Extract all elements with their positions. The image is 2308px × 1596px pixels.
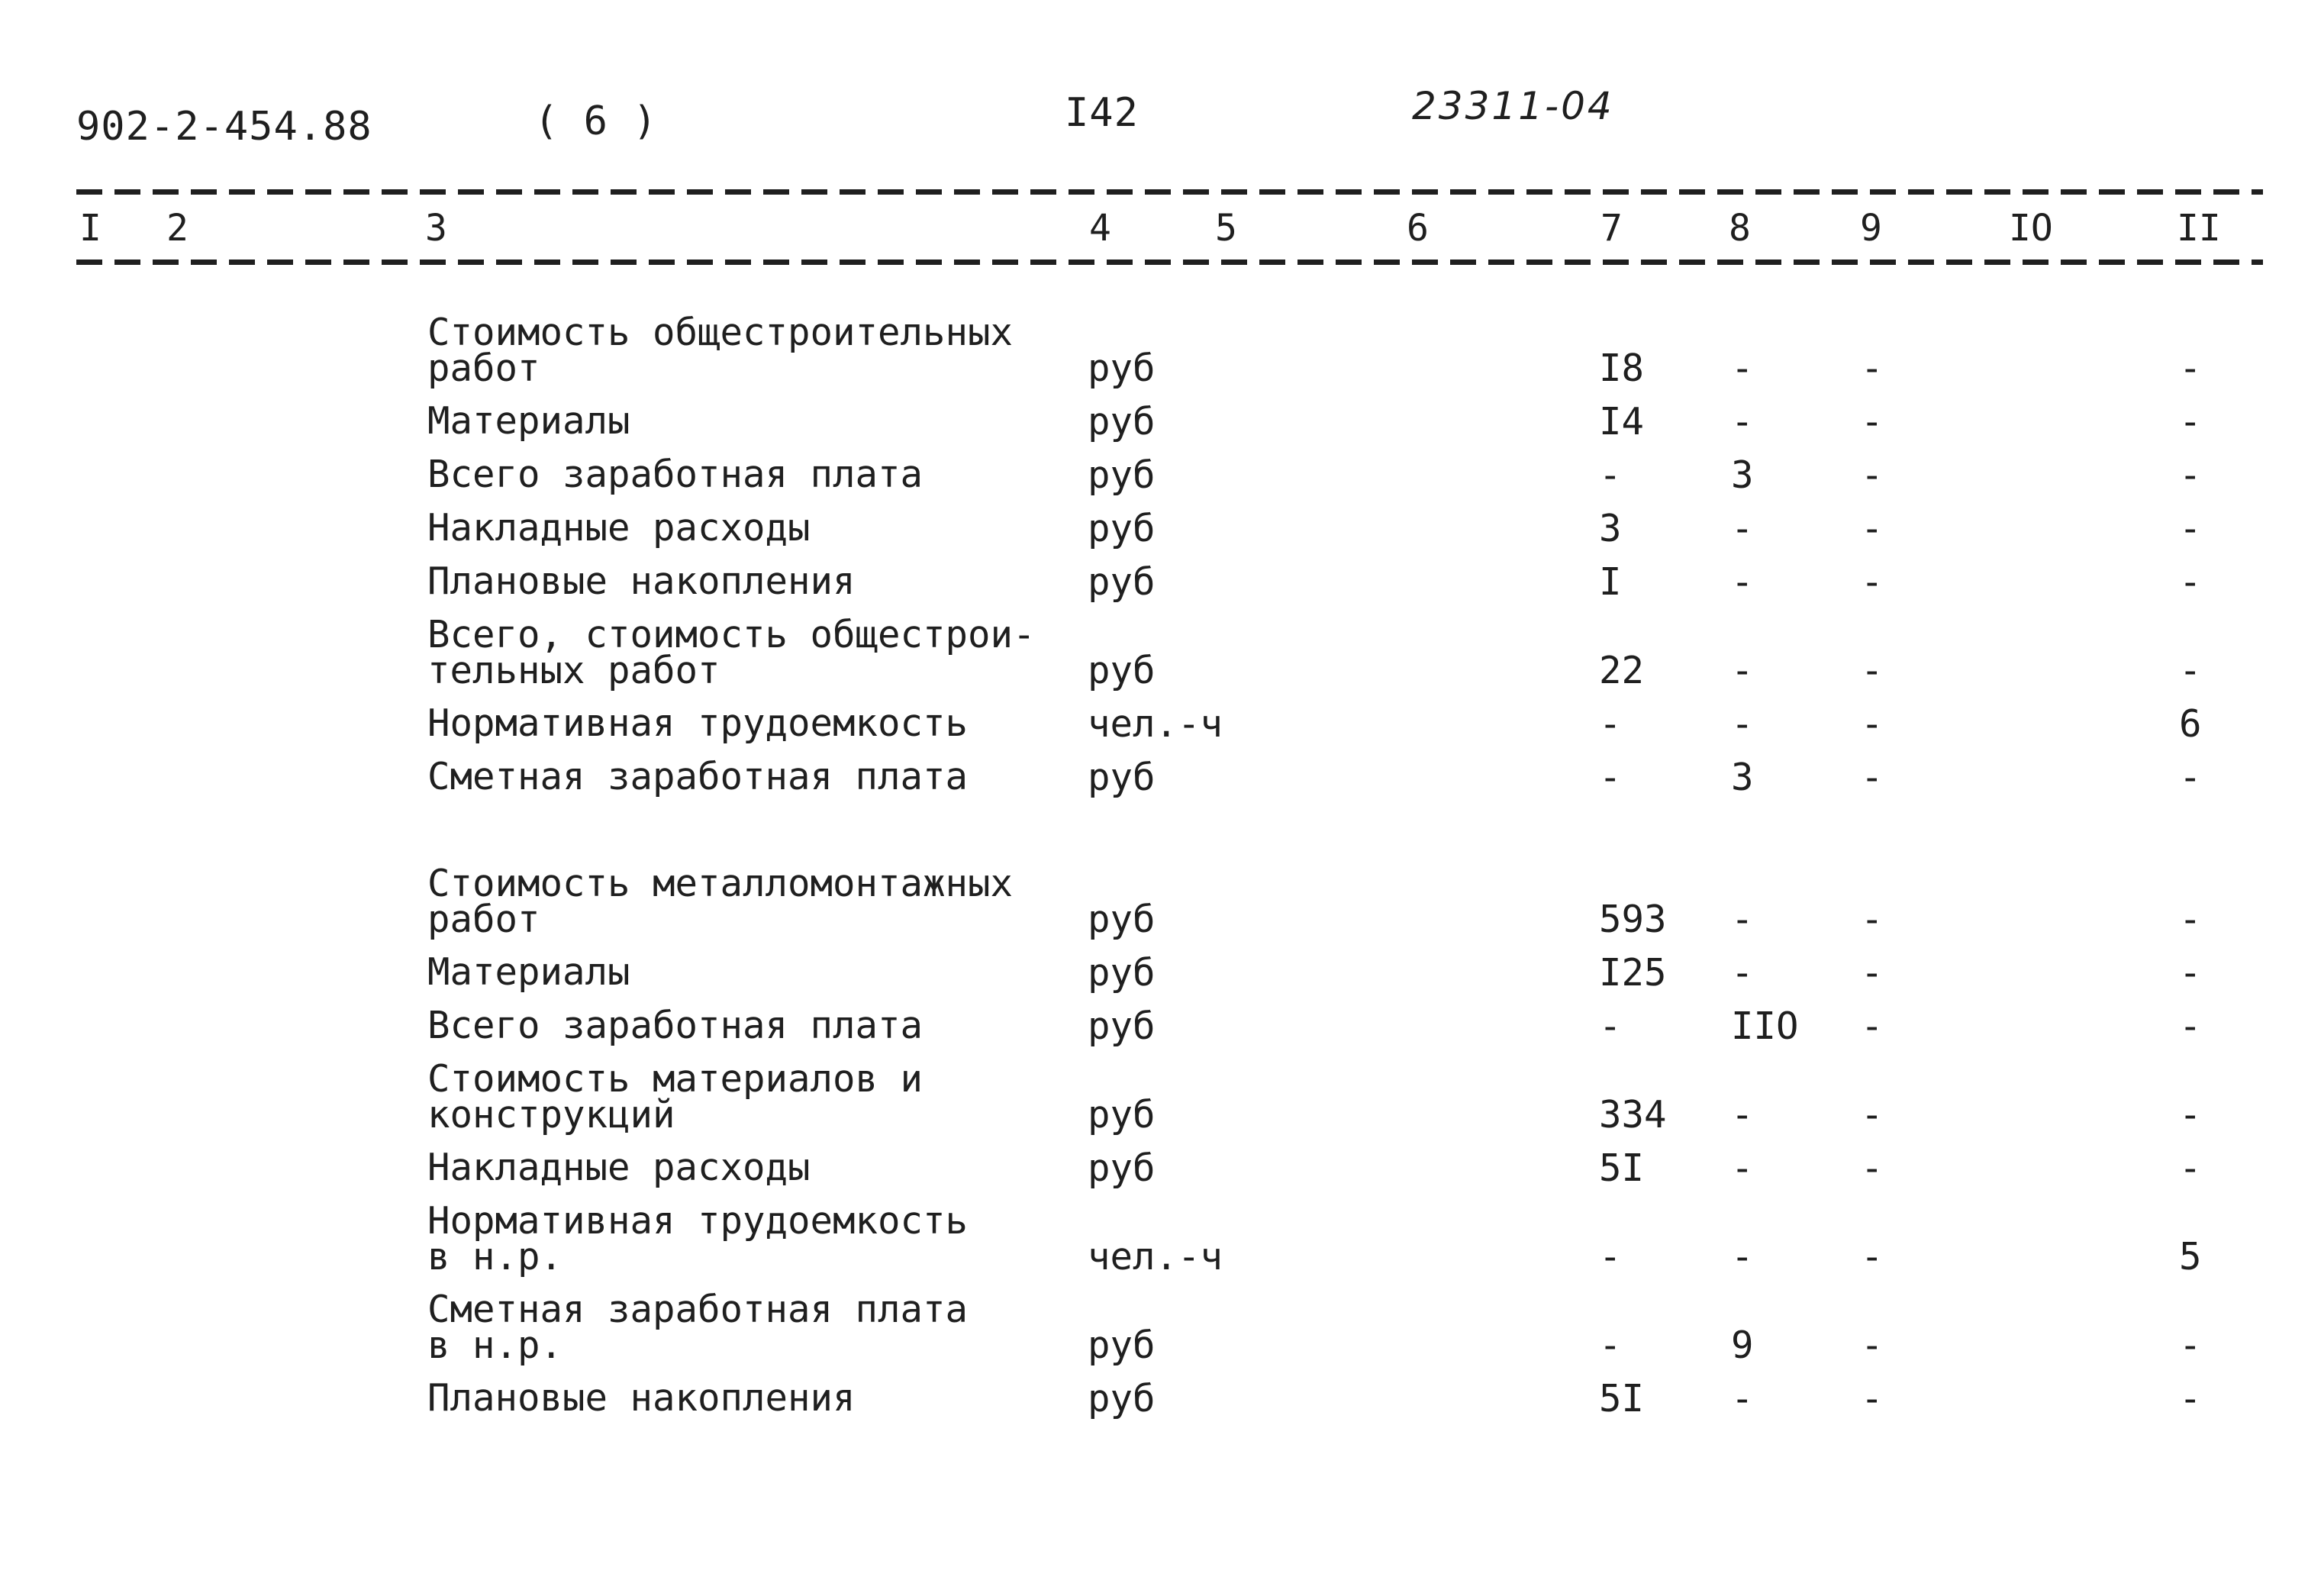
row-col7-value: 334 bbox=[1599, 1093, 1667, 1137]
row-col9-value: - bbox=[1861, 702, 1884, 746]
row-col8-value: 3 bbox=[1731, 453, 1754, 497]
row-unit: руб bbox=[1088, 453, 1156, 497]
row-label: Всего заработная плата bbox=[427, 453, 924, 496]
row-unit: руб bbox=[1088, 507, 1156, 550]
row-col9-value: - bbox=[1861, 898, 1884, 941]
document-code: 902-2-454.88 bbox=[76, 104, 372, 150]
row-col9-value: - bbox=[1861, 1146, 1884, 1190]
row-col9-value: - bbox=[1861, 347, 1884, 390]
row-col11-value: 6 bbox=[2179, 702, 2202, 746]
row-unit: чел.-ч bbox=[1088, 702, 1223, 746]
row-col9-value: - bbox=[1861, 1235, 1884, 1278]
row-label: Плановые накопления bbox=[427, 559, 856, 603]
column-number-11: II bbox=[2177, 207, 2221, 250]
row-unit: руб bbox=[1088, 649, 1156, 692]
row-col7-value: I4 bbox=[1599, 400, 1645, 443]
page-number: I42 bbox=[1065, 90, 1139, 136]
row-col11-value: 5 bbox=[2179, 1235, 2202, 1278]
row-label: Нормативная трудоемкость в н.р. bbox=[427, 1199, 969, 1278]
row-label: Всего заработная плата bbox=[427, 1004, 924, 1047]
row-col8-value: 9 bbox=[1731, 1324, 1754, 1367]
row-unit: руб bbox=[1088, 347, 1156, 390]
row-col7-value: - bbox=[1599, 1235, 1622, 1278]
column-number-3: 3 bbox=[425, 207, 447, 250]
column-number-9: 9 bbox=[1860, 207, 1882, 250]
row-label: Плановые накопления bbox=[427, 1376, 856, 1420]
row-col7-value: - bbox=[1599, 702, 1622, 746]
row-col9-value: - bbox=[1861, 1004, 1884, 1048]
row-col11-value: - bbox=[2179, 507, 2202, 550]
row-unit: руб bbox=[1088, 1146, 1156, 1190]
row-col7-value: - bbox=[1599, 756, 1622, 799]
row-col7-value: - bbox=[1599, 453, 1622, 497]
row-unit: руб bbox=[1088, 951, 1156, 995]
row-col11-value: - bbox=[2179, 1093, 2202, 1137]
row-col11-value: - bbox=[2179, 1324, 2202, 1367]
row-col7-value: I bbox=[1599, 560, 1622, 604]
row-label: Материалы bbox=[427, 399, 630, 443]
row-label: Накладные расходы bbox=[427, 1146, 811, 1189]
row-col9-value: - bbox=[1861, 1093, 1884, 1137]
row-unit: руб bbox=[1088, 898, 1156, 941]
row-label: Сметная заработная плата bbox=[427, 755, 969, 798]
column-number-2: 2 bbox=[166, 207, 189, 250]
handwritten-code: 23311-04 bbox=[1412, 84, 1614, 128]
row-col8-value: - bbox=[1731, 1377, 1754, 1420]
row-col8-value: - bbox=[1731, 347, 1754, 390]
row-col11-value: - bbox=[2179, 756, 2202, 799]
column-number-8: 8 bbox=[1729, 207, 1751, 250]
row-col8-value: - bbox=[1731, 1235, 1754, 1278]
column-number-7: 7 bbox=[1600, 207, 1623, 250]
row-col8-value: - bbox=[1731, 400, 1754, 443]
row-col9-value: - bbox=[1861, 951, 1884, 995]
row-col7-value: 5I bbox=[1599, 1146, 1645, 1190]
row-col7-value: - bbox=[1599, 1004, 1622, 1048]
row-col11-value: - bbox=[2179, 347, 2202, 390]
row-unit: руб bbox=[1088, 1004, 1156, 1048]
row-col11-value: - bbox=[2179, 1146, 2202, 1190]
row-col7-value: 22 bbox=[1599, 649, 1645, 692]
row-col11-value: - bbox=[2179, 560, 2202, 604]
row-col9-value: - bbox=[1861, 1324, 1884, 1367]
row-label: Сметная заработная плата в н.р. bbox=[427, 1288, 969, 1367]
row-col9-value: - bbox=[1861, 1377, 1884, 1420]
row-col9-value: - bbox=[1861, 756, 1884, 799]
row-col11-value: - bbox=[2179, 1377, 2202, 1420]
row-label: Стоимость материалов и конструкций bbox=[427, 1057, 924, 1137]
row-col11-value: - bbox=[2179, 951, 2202, 995]
column-number-5: 5 bbox=[1215, 207, 1237, 250]
row-col8-value: - bbox=[1731, 1093, 1754, 1137]
row-col9-value: - bbox=[1861, 560, 1884, 604]
row-col7-value: 3 bbox=[1599, 507, 1622, 550]
row-col8-value: - bbox=[1731, 1146, 1754, 1190]
row-unit: чел.-ч bbox=[1088, 1235, 1223, 1278]
row-col9-value: - bbox=[1861, 400, 1884, 443]
row-unit: руб bbox=[1088, 1093, 1156, 1137]
row-unit: руб bbox=[1088, 400, 1156, 443]
header-bottom-rule bbox=[76, 260, 2263, 265]
row-col9-value: - bbox=[1861, 453, 1884, 497]
row-col8-value: - bbox=[1731, 649, 1754, 692]
row-col11-value: - bbox=[2179, 649, 2202, 692]
row-col9-value: - bbox=[1861, 507, 1884, 550]
header-top-rule bbox=[76, 189, 2263, 195]
column-number-1: I bbox=[79, 207, 102, 250]
column-number-6: 6 bbox=[1407, 207, 1429, 250]
row-unit: руб bbox=[1088, 1324, 1156, 1367]
row-col11-value: - bbox=[2179, 898, 2202, 941]
row-col8-value: - bbox=[1731, 951, 1754, 995]
row-label: Стоимость металломонтажных работ bbox=[427, 862, 1014, 941]
column-number-4: 4 bbox=[1089, 207, 1111, 250]
row-col7-value: I25 bbox=[1599, 951, 1667, 995]
row-unit: руб bbox=[1088, 1377, 1156, 1420]
row-label: Накладные расходы bbox=[427, 506, 811, 550]
row-col8-value: 3 bbox=[1731, 756, 1754, 799]
row-col7-value: 5I bbox=[1599, 1377, 1645, 1420]
row-col8-value: - bbox=[1731, 898, 1754, 941]
row-col11-value: - bbox=[2179, 453, 2202, 497]
row-label: Всего, стоимость общестрои- тельных работ bbox=[427, 613, 1036, 692]
row-label: Нормативная трудоемкость bbox=[427, 701, 969, 745]
row-col8-value: - bbox=[1731, 507, 1754, 550]
row-col7-value: - bbox=[1599, 1324, 1622, 1367]
row-col8-value: IIO bbox=[1731, 1004, 1799, 1048]
row-col11-value: - bbox=[2179, 1004, 2202, 1048]
row-col8-value: - bbox=[1731, 560, 1754, 604]
row-unit: руб bbox=[1088, 756, 1156, 799]
row-col7-value: 593 bbox=[1599, 898, 1667, 941]
row-col11-value: - bbox=[2179, 400, 2202, 443]
column-number-10: IO bbox=[2009, 207, 2053, 250]
row-label: Стоимость общестроительных работ bbox=[427, 311, 1014, 390]
row-col7-value: I8 bbox=[1599, 347, 1645, 390]
row-col9-value: - bbox=[1861, 649, 1884, 692]
row-label: Материалы bbox=[427, 950, 630, 994]
sheet-mark: ( 6 ) bbox=[534, 98, 658, 144]
row-col8-value: - bbox=[1731, 702, 1754, 746]
row-unit: руб bbox=[1088, 560, 1156, 604]
